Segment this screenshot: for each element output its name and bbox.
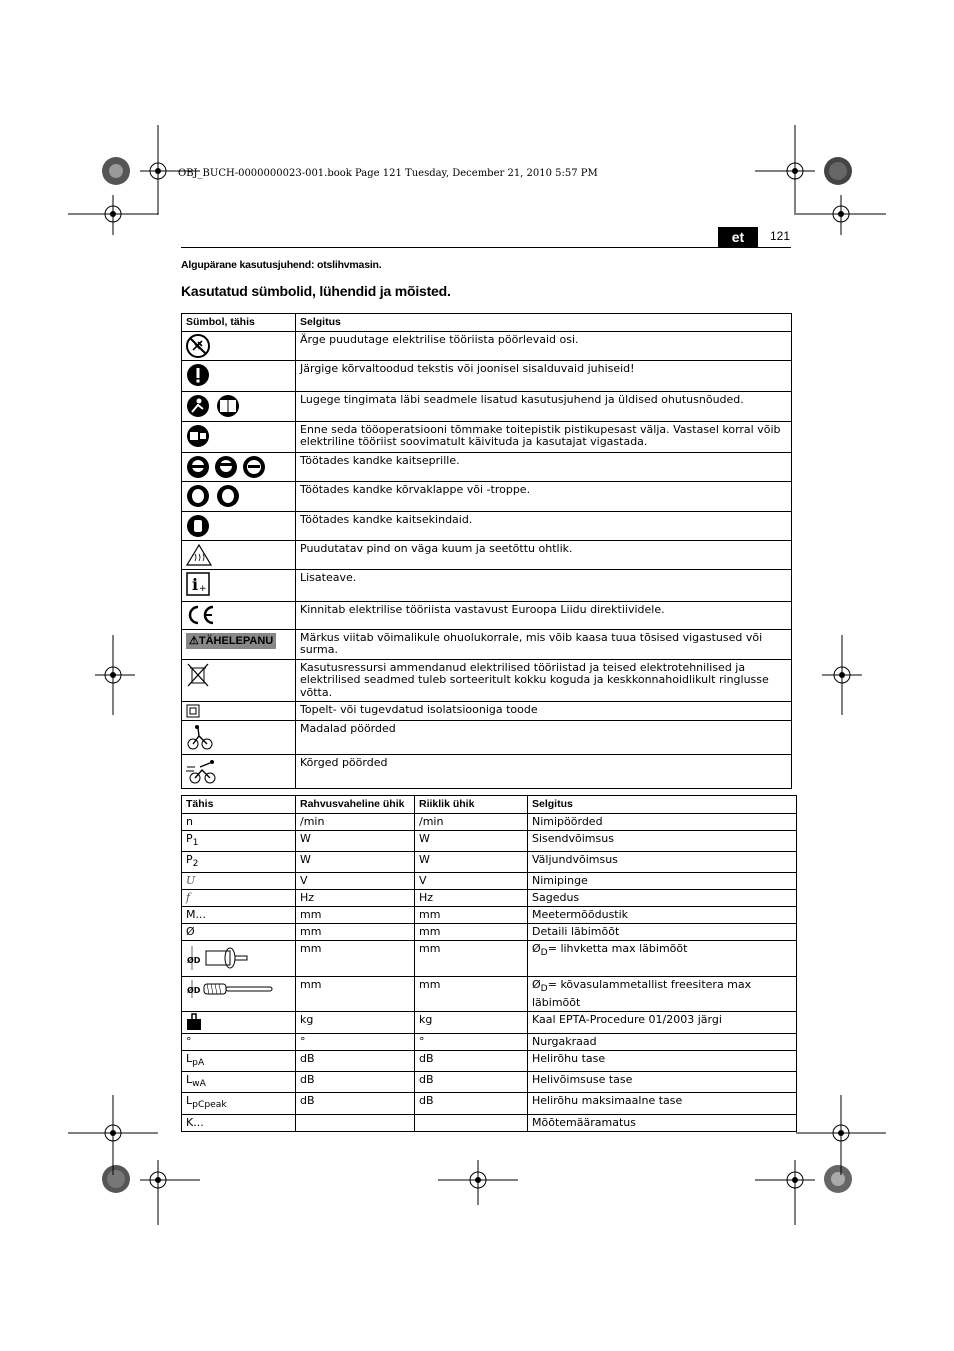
- table-row: $L_{pA}$ dB dB Helirõhu tase: [182, 1051, 797, 1072]
- slow-bike-icon: [186, 723, 214, 751]
- table-row: $L_{pCpeak}$ dB dB Helirõhu maksimaalne tase: [182, 1093, 797, 1114]
- col-desc-header: Selgitus: [296, 314, 792, 332]
- desc-cell: Enne seda tööoperatsiooni tõmmake toitepistik pistikupesast välja. Vastasel korral võib elektriline tööriist soovimatult käivituda ja kasutajat vigastada.: [296, 421, 792, 452]
- desc-cell: Lugege tingimata läbi seadmele lisatud kasutusjuhend ja üldised ohutusnõuded.: [296, 391, 792, 421]
- col-header: Riiklik ühik: [415, 796, 528, 814]
- crosshair-right-middle: [822, 635, 862, 715]
- table-row: Ø mm mm Detaili läbimõõt: [182, 923, 797, 940]
- desc-cell: Töötades kandke kõrvaklappe või -troppe.: [296, 481, 792, 511]
- double-insulation-icon: [186, 704, 200, 718]
- table-row: [182, 659, 792, 702]
- print-info-line: OBJ_BUCH-0000000023-001.book Page 121 Tuesday, December 21, 2010 5:57 PM: [178, 168, 598, 179]
- col-header: Rahvusvaheline ühik: [296, 796, 415, 814]
- ear-protection-icon: [186, 484, 242, 508]
- table-row: $L_{wA}$ dB dB Helivõimsuse tase: [182, 1072, 797, 1093]
- table-row: [182, 331, 792, 360]
- symbols-table-header: [182, 314, 792, 332]
- desc-cell: Kõrged pöörded: [296, 755, 792, 789]
- registration-mark-top-left: [100, 155, 132, 187]
- crosshair-bottom-right: [755, 1160, 815, 1225]
- table-row: [182, 721, 792, 755]
- table-row: ° ° ° Nurgakraad: [182, 1034, 797, 1051]
- col-header: Tähis: [182, 796, 296, 814]
- symbols-table: [181, 313, 792, 789]
- svg-text:i: i: [192, 574, 199, 594]
- table-row: $P_2$ W W Väljundvõimsus: [182, 851, 797, 872]
- table-row: [182, 702, 792, 721]
- exclamation-icon: [186, 363, 210, 387]
- desc-cell: Järgige kõrvaltoodud tekstis või joonisel sisalduvaid juhiseid!: [296, 360, 792, 391]
- header-rule: [181, 247, 791, 248]
- crosshair-right-upper: [796, 195, 886, 235]
- col-header: Selgitus: [528, 796, 797, 814]
- crosshair-left-upper: [68, 195, 158, 235]
- table-row: [182, 629, 792, 659]
- units-table-header: [182, 796, 797, 814]
- desc-cell: Puudutatav pind on väga kuum ja seetõttu ohtlik.: [296, 540, 792, 569]
- table-row: [182, 755, 792, 789]
- page-number: 121: [770, 229, 791, 243]
- table-row: [182, 360, 792, 391]
- ce-mark-icon: [186, 604, 216, 626]
- eye-protection-icon: [186, 455, 266, 479]
- col-symbol-header: Sümbol, tähis: [182, 314, 296, 332]
- gloves-icon: [186, 514, 210, 538]
- table-row: f Hz Hz Sagedus: [182, 889, 797, 906]
- desc-cell: Madalad pöörded: [296, 721, 792, 755]
- table-row: n /min /min Nimipöörded: [182, 813, 797, 830]
- desc-cell: Kinnitab elektrilise tööriista vastavust Euroopa Liidu direktiividele.: [296, 601, 792, 629]
- fast-bike-icon: [186, 757, 218, 785]
- burr-diameter-icon: [186, 978, 276, 1000]
- table-row: ØD mm mm $Ø_D=$ kõvasulammetallist freesitera max läbimõõt: [182, 976, 797, 1011]
- table-row: [182, 540, 792, 569]
- crosshair-bottom-left: [140, 1160, 200, 1225]
- desc-cell: Lisateave.: [296, 569, 792, 601]
- desc-cell: Töötades kandke kaitsekindaid.: [296, 511, 792, 540]
- section-title: Kasutatud sümbolid, lühendid ja mõisted.: [181, 283, 451, 299]
- table-row: $P_1$ W W Sisendvõimsus: [182, 830, 797, 851]
- registration-mark-top-right: [822, 155, 854, 187]
- table-row: [182, 569, 792, 601]
- hot-surface-icon: [186, 543, 212, 567]
- desc-cell: Märkus viitab võimalikule ohuolukorrale, mis võib kaasa tuua tõsised vigastused või surma.: [296, 629, 792, 659]
- desc-cell: Töötades kandke kaitseprille.: [296, 452, 792, 481]
- read-manual-icon: [186, 394, 242, 418]
- desc-cell: Kasutusressursi ammendanud elektrilised tööriistad ja teised elektrotehnilised ja elektrilised seadmed tuleb sorteeritult kokku koguda ja keskkonnahoidlikult ringlusse võtta.: [296, 659, 792, 702]
- document-subtitle: Algupärane kasutusjuhend: otslihvmasin.: [181, 259, 382, 271]
- table-row: [182, 601, 792, 629]
- crosshair-bottom-center: [438, 1160, 518, 1205]
- svg-text:ØD: ØD: [187, 985, 201, 995]
- language-badge: et: [718, 227, 758, 247]
- unplug-icon: [186, 424, 210, 448]
- symbol-cell: [182, 331, 296, 360]
- no-touch-rotating-icon: [186, 334, 210, 358]
- table-row: M... mm mm Meetermõõdustik: [182, 906, 797, 923]
- table-row: [182, 511, 792, 540]
- table-row: [182, 452, 792, 481]
- svg-text:+: +: [199, 583, 207, 594]
- table-row: [182, 391, 792, 421]
- table-row: U V V Nimipinge: [182, 872, 797, 889]
- table-row: K... Mõõtemääramatus: [182, 1114, 797, 1131]
- table-row: [182, 421, 792, 452]
- info-icon: [186, 572, 210, 596]
- desc-cell: Topelt- või tugevdatud isolatsiooniga toode: [296, 702, 792, 721]
- units-table: [181, 795, 797, 1132]
- crosshair-left-middle: [95, 635, 135, 715]
- table-row: ØD mm mm $Ø_D=$ lihvketta max läbimõõt: [182, 940, 797, 976]
- weee-bin-icon: [186, 662, 210, 688]
- svg-text:ØD: ØD: [187, 955, 201, 965]
- table-row: kg kg Kaal EPTA-Procedure 01/2003 järgi: [182, 1012, 797, 1034]
- weight-icon: [186, 1013, 202, 1031]
- desc-cell: Ärge puudutage elektrilise tööriista pöörlevaid osi.: [296, 331, 792, 360]
- table-row: [182, 481, 792, 511]
- grinding-disc-diameter-icon: [186, 942, 248, 974]
- warning-label: ⚠TÄHELEPANU: [186, 633, 276, 650]
